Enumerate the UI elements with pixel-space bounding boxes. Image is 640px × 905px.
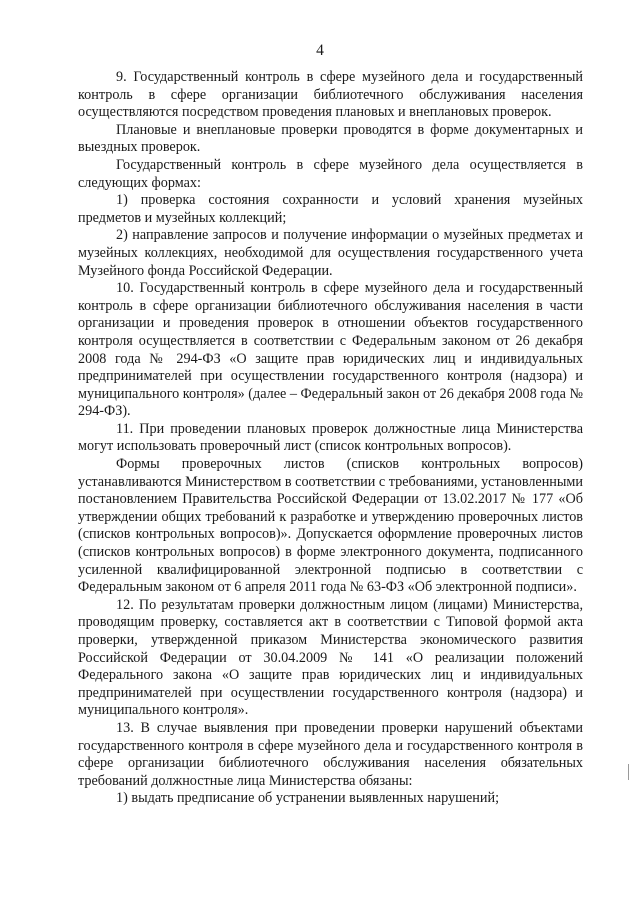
- paragraph-13-violations: 13. В случае выявления при проведении проверки нарушений объектами государственного контроля в сфере музейного дела и государственного контроля в сфере организации библиотечного обслуживания населения обязательных требований должностные лица Министерства обязаны:: [78, 719, 583, 789]
- list-item-1-issue-order: 1) выдать предписание об устранении выявленных нарушений;: [116, 790, 500, 807]
- scan-margin-mark: [628, 764, 629, 780]
- page-number: 4: [316, 42, 324, 59]
- list-item-1-preservation-check: 1) проверка состояния сохранности и условий хранения музейных предметов и музейных коллекций;: [78, 192, 583, 226]
- list-item-2-information-requests: 2) направление запросов и получение информации о музейных предметах и музейных коллекциях, необходимой для осуществления государственного учета Музейного фонда Российской Федерации.: [78, 227, 583, 279]
- paragraph-10-federal-law-294: 10. Государственный контроль в сфере музейного дела и государственный контроль в сфере организации библиотечного обслуживания населения в части организации и проведения проверок в отношении объектов государственного контроля осуществляется в соответствии с Федеральным законом от 26 декабря 2008 года № 294-ФЗ «О защите прав юридических лиц и индивидуальных предпринимателей при осуществлении государственного контроля (надзора) и муниципального контроля» (далее – Федеральный закон от 26 декабря 2008 года № 294-ФЗ).: [78, 280, 583, 420]
- paragraph-checklist-forms: Формы проверочных листов (списков контрольных вопросов) устанавливаются Министерством в соответствии с требованиями, установленными постановлением Правительства Российской Федерации от 13.02.2017 № 177 «Об утверждении общих требований к разработке и утверждению проверочных листов (списков контрольных вопросов)». Допускается оформление проверочных листов (списков контрольных вопросов) в форме электронного документа, подписанного усиленной квалифицированной электронной подписью в соответствии с Федеральным законом от 6 апреля 2011 года № 63-ФЗ «Об электронной подписи».: [78, 456, 583, 596]
- document-body: [78, 69, 583, 808]
- paragraph-museum-control-forms: Государственный контроль в сфере музейного дела осуществляется в следующих формах:: [78, 156, 583, 191]
- paragraph-12-inspection-act: 12. По результатам проверки должностным лицом (лицами) Министерства, проводящим проверку, составляется акт в соответствии с Типовой формой акта проверки, утвержденной приказом Министерства экономического развития Российской Федерации от 30.04.2009 № 141 «О реализации положений Федерального закона «О защите прав юридических лиц и индивидуальных предпринимателей при осуществлении государственного контроля (надзора) и муниципального контроля».: [78, 596, 583, 719]
- paragraph-9-methods-of-control: 9. Государственный контроль в сфере музейного дела и государственный контроль в сфере организации библиотечного обслуживания населения осуществляются посредством проведения плановых и внеплановых проверок.: [78, 69, 583, 121]
- paragraph-inspection-forms: Плановые и внеплановые проверки проводятся в форме документарных и выездных проверок.: [78, 121, 583, 156]
- paragraph-11-checklist: 11. При проведении плановых проверок должностные лица Министерства могут использовать проверочный лист (список контрольных вопросов).: [78, 420, 583, 455]
